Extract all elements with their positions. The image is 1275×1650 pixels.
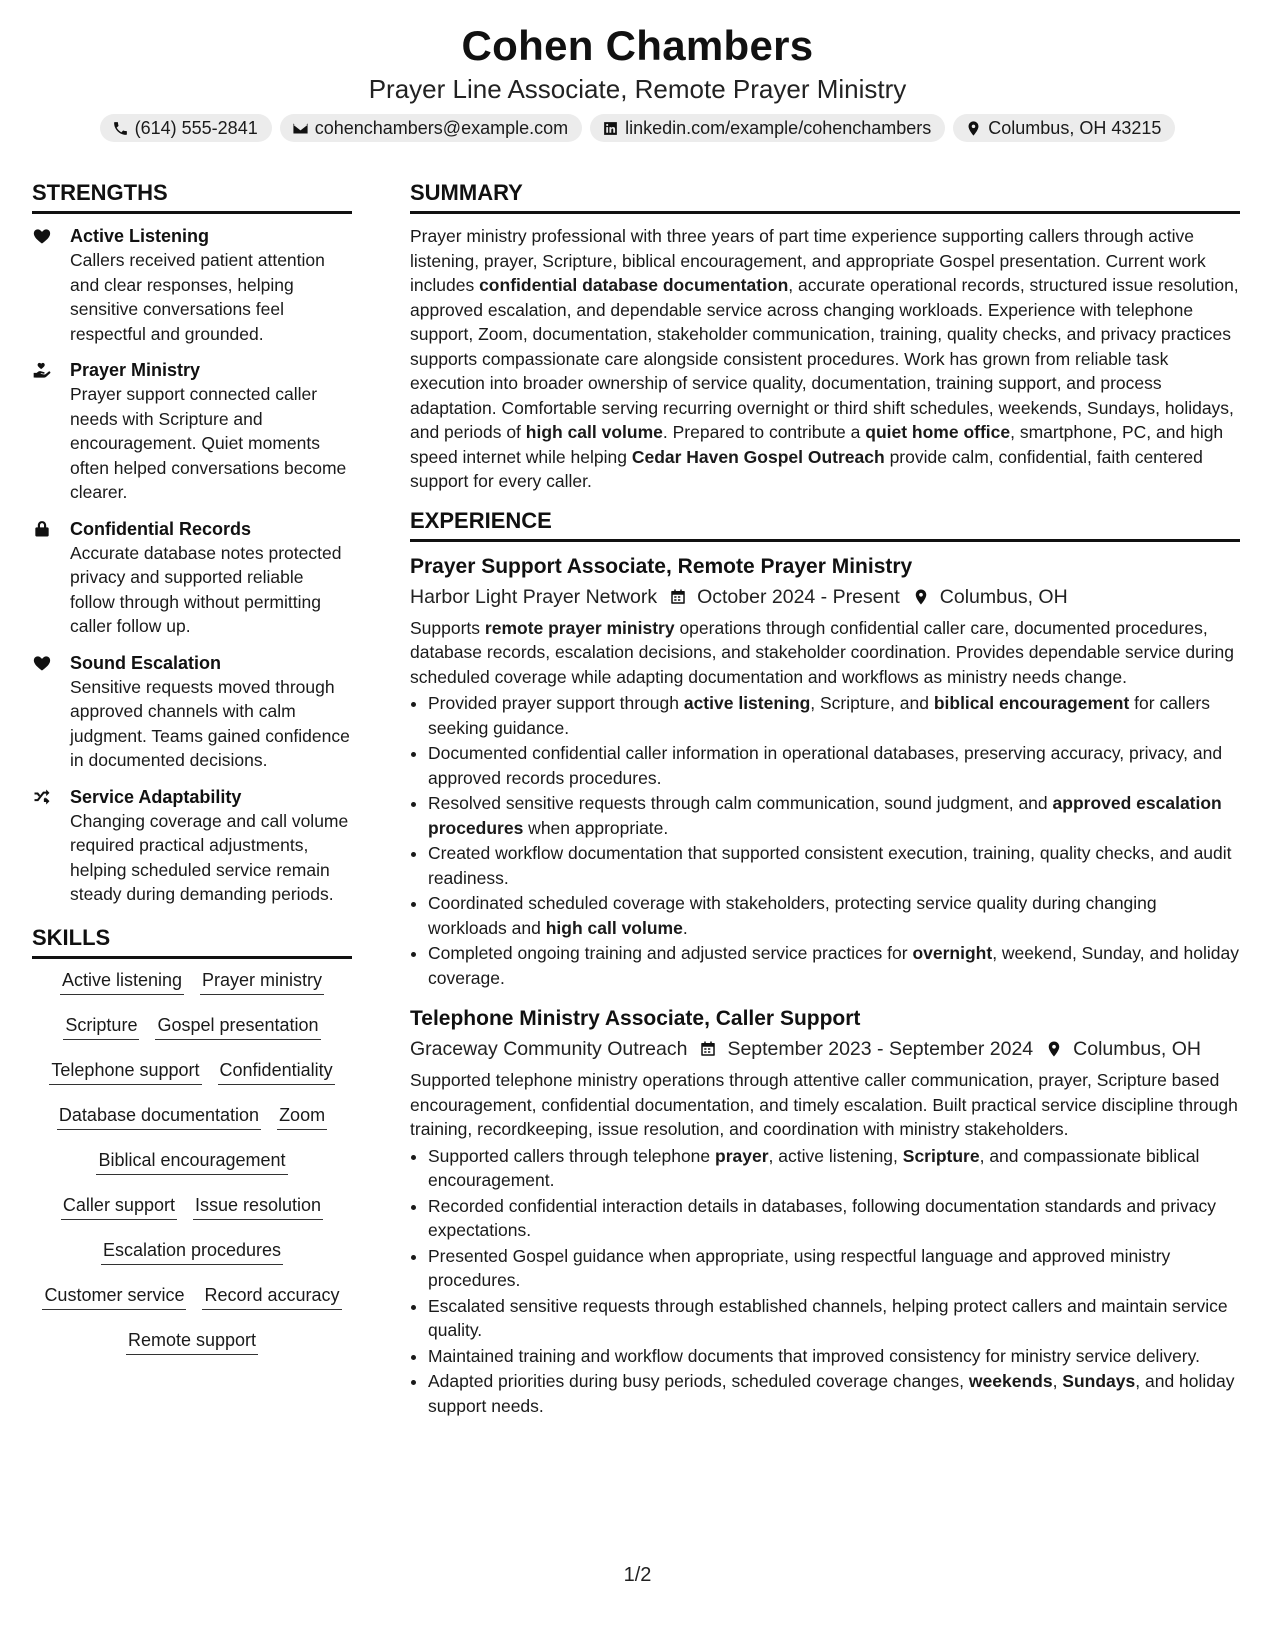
- skill-tag: Scripture: [63, 1014, 139, 1040]
- linkedin-icon: [602, 120, 619, 137]
- bold-phrase: overnight: [912, 943, 993, 963]
- bold-phrase: high call volume: [545, 917, 683, 938]
- bold-phrase: prayer: [715, 1145, 769, 1166]
- bold-phrase: remote prayer ministry: [484, 617, 675, 638]
- skills-heading: SKILLS: [32, 925, 352, 959]
- summary-heading: SUMMARY: [410, 180, 1240, 214]
- lock-icon: [32, 519, 52, 539]
- job-bullet: • Escalated sensitive requests through established channels, helping protect callers and maintain service quality.: [428, 1294, 1240, 1343]
- job-bullet: • Coordinated scheduled coverage with stakeholders, protecting service quality during changing workloads and high call volume.: [428, 891, 1240, 940]
- job-dates: September 2023 - September 2024: [727, 1038, 1034, 1060]
- job-location: Columbus, OH: [1073, 1038, 1202, 1060]
- skill-tag: Issue resolution: [193, 1194, 323, 1220]
- contact-phone-text: (614) 555-2841: [134, 117, 258, 138]
- strength-title: Active Listening: [70, 226, 210, 246]
- job-bullet: • Provided prayer support through active listening, Scripture, and biblical encouragement for callers seeking guidance.: [428, 691, 1240, 740]
- contact-linkedin-text: linkedin.com/example/cohenchambers: [625, 117, 932, 138]
- left-column: [32, 180, 352, 1374]
- bold-phrase: approved escalation procedures: [428, 793, 1222, 838]
- strength-desc: Prayer support connected caller needs with Scripture and encouragement. Quiet moments often helped conversations become clearer.: [70, 384, 347, 502]
- skill-tag: Escalation procedures: [101, 1239, 283, 1265]
- strength-item: [32, 785, 352, 907]
- job-description: Supports remote prayer ministry operations through confidential caller care, documented procedures, database records, escalation decisions, and stakeholder coordination. Provides dependable service during scheduled coverage while adapting documentation and workflows as ministry needs change.: [410, 617, 1234, 687]
- job-bullet: • Documented confidential caller information in operational databases, preserving accuracy, privacy, and approved records procedures.: [428, 741, 1240, 790]
- skill-tag: Confidentiality: [218, 1059, 335, 1085]
- strength-desc: Changing coverage and call volume required practical adjustments, helping scheduled service remain steady during demanding periods.: [70, 810, 349, 904]
- map-pin-icon: [965, 120, 982, 137]
- job-entry: [410, 1004, 1240, 1418]
- skill-tag: Record accuracy: [202, 1284, 341, 1310]
- strength-item: [32, 358, 352, 505]
- skill-tag: Active listening: [60, 969, 184, 995]
- skill-tag: Caller support: [61, 1194, 177, 1220]
- job-bullets: [410, 1144, 1240, 1419]
- skill-tag: Customer service: [42, 1284, 186, 1310]
- job-location: Columbus, OH: [939, 585, 1068, 608]
- strength-title: Sound Escalation: [70, 652, 222, 673]
- skill-tag: Biblical encouragement: [96, 1149, 287, 1175]
- job-meta: [410, 582, 1240, 612]
- skill-tag: Database documentation: [57, 1104, 261, 1130]
- phone-icon: [112, 120, 129, 137]
- strength-title: Prayer Ministry: [70, 360, 201, 380]
- contact-phone[interactable]: [100, 114, 272, 142]
- candidate-title: Prayer Line Associate, Remote Prayer Ministry: [368, 74, 907, 104]
- job-company: Harbor Light Prayer Network: [410, 585, 658, 608]
- hand-holding-heart-icon: [32, 360, 52, 380]
- job-entry: [410, 552, 1240, 991]
- contact-bar: [0, 114, 1275, 142]
- calendar-icon: [699, 1040, 717, 1058]
- bold-phrase: confidential database documentation: [479, 275, 789, 295]
- bold-phrase: active listening: [683, 693, 811, 713]
- contact-email-text: cohenchambers@example.com: [314, 117, 569, 138]
- envelope-icon: [292, 120, 309, 137]
- bold-phrase: Sundays: [1062, 1371, 1136, 1391]
- job-bullet: • Presented Gospel guidance when appropriate, using respectful language and approved ministry procedures.: [428, 1244, 1240, 1293]
- job-title: Prayer Support Associate, Remote Prayer Ministry: [410, 554, 913, 578]
- skill-tag: Gospel presentation: [155, 1014, 320, 1040]
- contact-location-text: Columbus, OH 43215: [988, 117, 1162, 138]
- bold-phrase: quiet home office: [865, 422, 1011, 442]
- skill-tag: Zoom: [277, 1104, 327, 1130]
- calendar-icon: [669, 588, 687, 606]
- strengths-heading: STRENGTHS: [32, 180, 352, 214]
- strength-item: [32, 517, 352, 639]
- job-bullet: • Recorded confidential interaction details in databases, following documentation standards and privacy expectations.: [428, 1194, 1240, 1243]
- job-company: Graceway Community Outreach: [410, 1038, 688, 1060]
- skill-tag: Remote support: [126, 1329, 258, 1355]
- skills-list: [32, 969, 352, 1374]
- strength-title: Service Adaptability: [70, 786, 242, 807]
- heart-icon: [32, 226, 52, 246]
- bold-phrase: Scripture: [902, 1145, 980, 1166]
- job-bullet: • Created workflow documentation that supported consistent execution, training, quality checks, and audit readiness.: [428, 841, 1240, 890]
- summary-text: Prayer ministry professional with three years of part time experience supporting callers through active listening, prayer, Scripture, biblical encouragement, and appropriate Gospel presentation. Current work includes confidential database documentation, accurate operational records, structured issue resolution, approved escalation, and dependable service across changing workloads. Experience with telephone support, Zoom, documentation, stakeholder communication, training, quality checks, and privacy practices supports compassionate care alongside consistent procedures. Work has grown from reliable task execution into broader ownership of service quality, documentation, training support, and process adaptation. Comfortable serving recurring overnight or third shift schedules, weekends, Sundays, holidays, and periods of high call volume. Prepared to contribute a quiet home office, smartphone, PC, and high speed internet while helping Cedar Haven Gospel Outreach provide calm, confidential, faith centered support for every caller.: [410, 226, 1239, 491]
- job-dates: October 2024 - Present: [697, 585, 900, 608]
- strength-item: [32, 651, 352, 773]
- bold-phrase: high call volume: [525, 422, 663, 442]
- job-bullet: • Adapted priorities during busy periods, scheduled coverage changes, weekends, Sundays, and holiday support needs.: [428, 1369, 1240, 1418]
- job-description: Supported telephone ministry operations through attentive caller communication, prayer, Scripture based encouragement, confidential documentation, and timely escalation. Built practical service discipline through training, recordkeeping, issue resolution, and coordination with ministry stakeholders.: [410, 1070, 1238, 1139]
- strength-item: [32, 224, 352, 346]
- map-pin-icon: [1045, 1040, 1063, 1058]
- skill-tag: Prayer ministry: [200, 969, 324, 995]
- heart-icon: [32, 653, 52, 673]
- bold-phrase: biblical encouragement: [933, 693, 1130, 713]
- job-bullet: • Maintained training and workflow documents that improved consistency for ministry service delivery.: [428, 1344, 1240, 1369]
- skill-tag: Telephone support: [49, 1059, 201, 1085]
- shuffle-icon: [32, 787, 52, 807]
- job-bullet: • Supported callers through telephone prayer, active listening, Scripture, and compassionate biblical encouragement.: [428, 1144, 1240, 1193]
- strength-title: Confidential Records: [70, 518, 252, 539]
- strength-desc: Accurate database notes protected privacy and supported reliable follow through without permitting caller follow up.: [70, 542, 342, 636]
- page-number: 1/2: [623, 1564, 652, 1586]
- map-pin-icon: [912, 588, 930, 606]
- right-column: [410, 180, 1240, 1432]
- bold-phrase: Cedar Haven Gospel Outreach: [631, 446, 885, 467]
- job-bullet: • Completed ongoing training and adjusted service practices for overnight, weekend, Sunday, and holiday coverage.: [428, 941, 1240, 990]
- strength-desc: Sensitive requests moved through approved channels with calm judgment. Teams gained confidence in documented decisions.: [70, 676, 350, 770]
- contact-email[interactable]: [280, 114, 582, 142]
- contact-location: [953, 114, 1175, 142]
- job-bullet: • Resolved sensitive requests through calm communication, sound judgment, and approved escalation procedures when appropriate.: [428, 791, 1240, 840]
- bold-phrase: weekends: [968, 1371, 1053, 1391]
- contact-linkedin[interactable]: [590, 114, 945, 142]
- job-title: Telephone Ministry Associate, Caller Support: [410, 1007, 861, 1030]
- job-meta: [410, 1034, 1240, 1064]
- job-bullets: [410, 691, 1240, 990]
- candidate-name: Cohen Chambers: [461, 22, 814, 69]
- experience-heading: EXPERIENCE: [410, 508, 1240, 542]
- strength-desc: Callers received patient attention and clear responses, helping sensitive conversations feel respectful and grounded.: [70, 250, 325, 344]
